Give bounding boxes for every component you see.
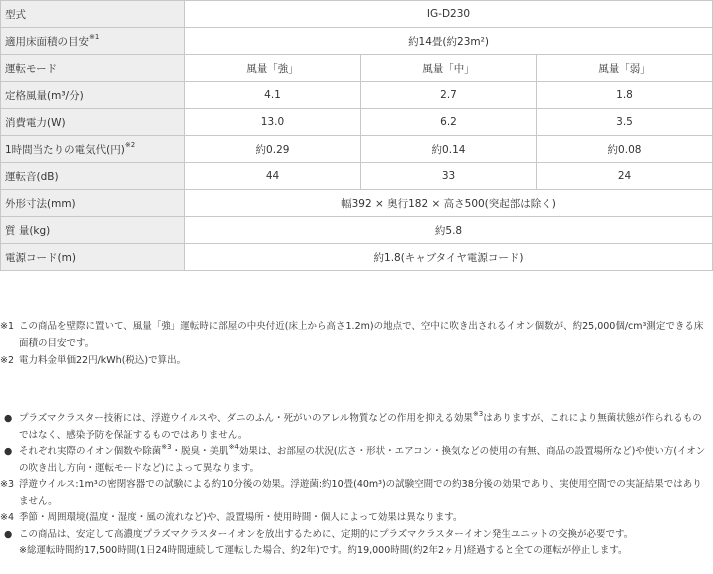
footnote-text: この商品を壁際に置いて、風量「強」運転時に部屋の中央付近(床上から高さ1.2m)の地点で、空中に吹き出されるイオン個数が、約25,000個/cm³測定できる床面積の目安です。 bbox=[19, 321, 704, 349]
spec-label bbox=[1, 109, 185, 136]
notice-text: ・脱臭・美肌 bbox=[171, 446, 229, 457]
notice-item bbox=[0, 543, 710, 560]
notice-item bbox=[0, 510, 710, 527]
note-ref: ※2 bbox=[124, 140, 136, 149]
spec-row bbox=[1, 109, 713, 136]
spec-label-text: 質 量(kg) bbox=[5, 224, 51, 237]
spec-value: 24 bbox=[537, 163, 713, 190]
spec-value: 風量「中」 bbox=[361, 55, 537, 82]
spec-value: 2.7 bbox=[361, 82, 537, 109]
notice-text: この商品は、安定して高濃度プラズマクラスターイオンを放出するために、定期的にプラズマクラスターイオン発生ユニットの交換が必要です。 bbox=[19, 528, 634, 540]
spec-row bbox=[1, 217, 713, 244]
footnote-2 bbox=[0, 352, 710, 369]
spec-label-text: 電源コード(m) bbox=[5, 251, 76, 264]
spec-value: 約5.8 bbox=[185, 217, 713, 244]
footnote-mark: ※1 bbox=[0, 321, 15, 332]
bullet-icon: ● bbox=[4, 413, 13, 424]
notice-item bbox=[0, 411, 710, 444]
spec-label-text: 型式 bbox=[5, 8, 26, 21]
notice-item bbox=[0, 444, 710, 477]
spec-label-text: 定格風量(m³/分) bbox=[5, 89, 84, 102]
spec-value: 1.8 bbox=[537, 82, 713, 109]
notice-text: ※総運転時間約17,500時間(1日24時間連続して運転した場合、約2年)です。約19,000時間(約2年2ヶ月)経過すると全ての運転が停止します。 bbox=[19, 545, 628, 556]
spec-row bbox=[1, 28, 713, 55]
note-ref: ※4 bbox=[228, 443, 239, 451]
footnote-mark: ※2 bbox=[0, 355, 15, 366]
spec-table bbox=[0, 0, 713, 271]
spec-value: 13.0 bbox=[185, 109, 361, 136]
note-ref: ※3 bbox=[161, 443, 172, 451]
spec-label bbox=[1, 163, 185, 190]
spec-row bbox=[1, 190, 713, 217]
notice-item bbox=[0, 477, 710, 510]
notice-item bbox=[0, 527, 710, 544]
spec-value: 44 bbox=[185, 163, 361, 190]
spec-label bbox=[1, 55, 185, 82]
notice-text: プラズマクラスター技術には、浮遊ウイルスや、ダニのふん・死がいのアレル物質などの作用を抑える効果 bbox=[19, 413, 473, 424]
spec-value: IG-D230 bbox=[185, 1, 713, 28]
spec-label bbox=[1, 82, 185, 109]
spec-label-text: 適用床面積の目安 bbox=[5, 35, 89, 48]
footnotes bbox=[0, 318, 710, 369]
spec-value: 風量「強」 bbox=[185, 55, 361, 82]
spec-label bbox=[1, 28, 185, 55]
spec-value: 約0.14 bbox=[361, 136, 537, 163]
notice-text: はありますが、これにより無菌状態が作られるものではなく、感染予防を保証するものではありません。 bbox=[19, 413, 702, 441]
spec-value: 風量「弱」 bbox=[537, 55, 713, 82]
spec-value: 約14畳(約23m²) bbox=[185, 28, 713, 55]
spec-label bbox=[1, 217, 185, 244]
spec-value: 約0.08 bbox=[537, 136, 713, 163]
spec-row bbox=[1, 1, 713, 28]
note-ref: ※3 bbox=[472, 410, 484, 418]
spec-label bbox=[1, 136, 185, 163]
notice-text: 季節・周囲環境(温度・湿度・風の流れなど)や、設置場所・使用時間・個人によって効果は異なります。 bbox=[19, 512, 463, 523]
spec-table-body bbox=[1, 1, 713, 271]
spec-row bbox=[1, 82, 713, 109]
spec-row bbox=[1, 244, 713, 271]
spec-label-text: 運転モード bbox=[5, 62, 58, 75]
spec-row bbox=[1, 136, 713, 163]
spec-value: 約1.8(キャブタイヤ電源コード) bbox=[185, 244, 713, 271]
bullet-icon: ● bbox=[4, 528, 13, 540]
spec-row bbox=[1, 163, 713, 190]
spec-label bbox=[1, 1, 185, 28]
notice-list bbox=[0, 411, 710, 560]
spec-label bbox=[1, 244, 185, 271]
spec-label-text: 外形寸法(mm) bbox=[5, 197, 76, 210]
notice-text: 浮遊ウイルス:1m³の密閉容器での試験による約10分後の効果。浮遊菌:約10畳(40m³)の試験空間での約38分後の効果であり、実使用空間での実証結果ではありません。 bbox=[19, 479, 702, 507]
note-mark: ※3 bbox=[0, 479, 15, 490]
spec-value: 幅392 × 奥行182 × 高さ500(突起部は除く) bbox=[185, 190, 713, 217]
spec-value: 約0.29 bbox=[185, 136, 361, 163]
spec-label-text: 消費電力(W) bbox=[5, 116, 66, 129]
notice-text: それぞれ実際のイオン個数や除菌 bbox=[19, 446, 162, 457]
spec-label-text: 運転音(dB) bbox=[5, 170, 59, 183]
note-mark: ※4 bbox=[0, 512, 15, 523]
spec-value: 3.5 bbox=[537, 109, 713, 136]
spec-label bbox=[1, 190, 185, 217]
spec-value: 4.1 bbox=[185, 82, 361, 109]
note-ref: ※1 bbox=[89, 32, 100, 41]
spec-value: 6.2 bbox=[361, 109, 537, 136]
spec-row bbox=[1, 55, 713, 82]
footnote-text: 電力料金単価22円/kWh(税込)で算出。 bbox=[19, 355, 187, 366]
bullet-icon: ● bbox=[4, 446, 13, 457]
spec-value: 33 bbox=[361, 163, 537, 190]
spec-label-text: 1時間当たりの電気代(円) bbox=[5, 143, 125, 156]
notice-text: 効果は、お部屋の状況(広さ・形状・エアコン・換気などの使用の有無、商品の設置場所など)や使い方(イオンの吹き出し方向・運転モードなど)によって異なります。 bbox=[19, 446, 706, 474]
footnote-1 bbox=[0, 318, 710, 352]
